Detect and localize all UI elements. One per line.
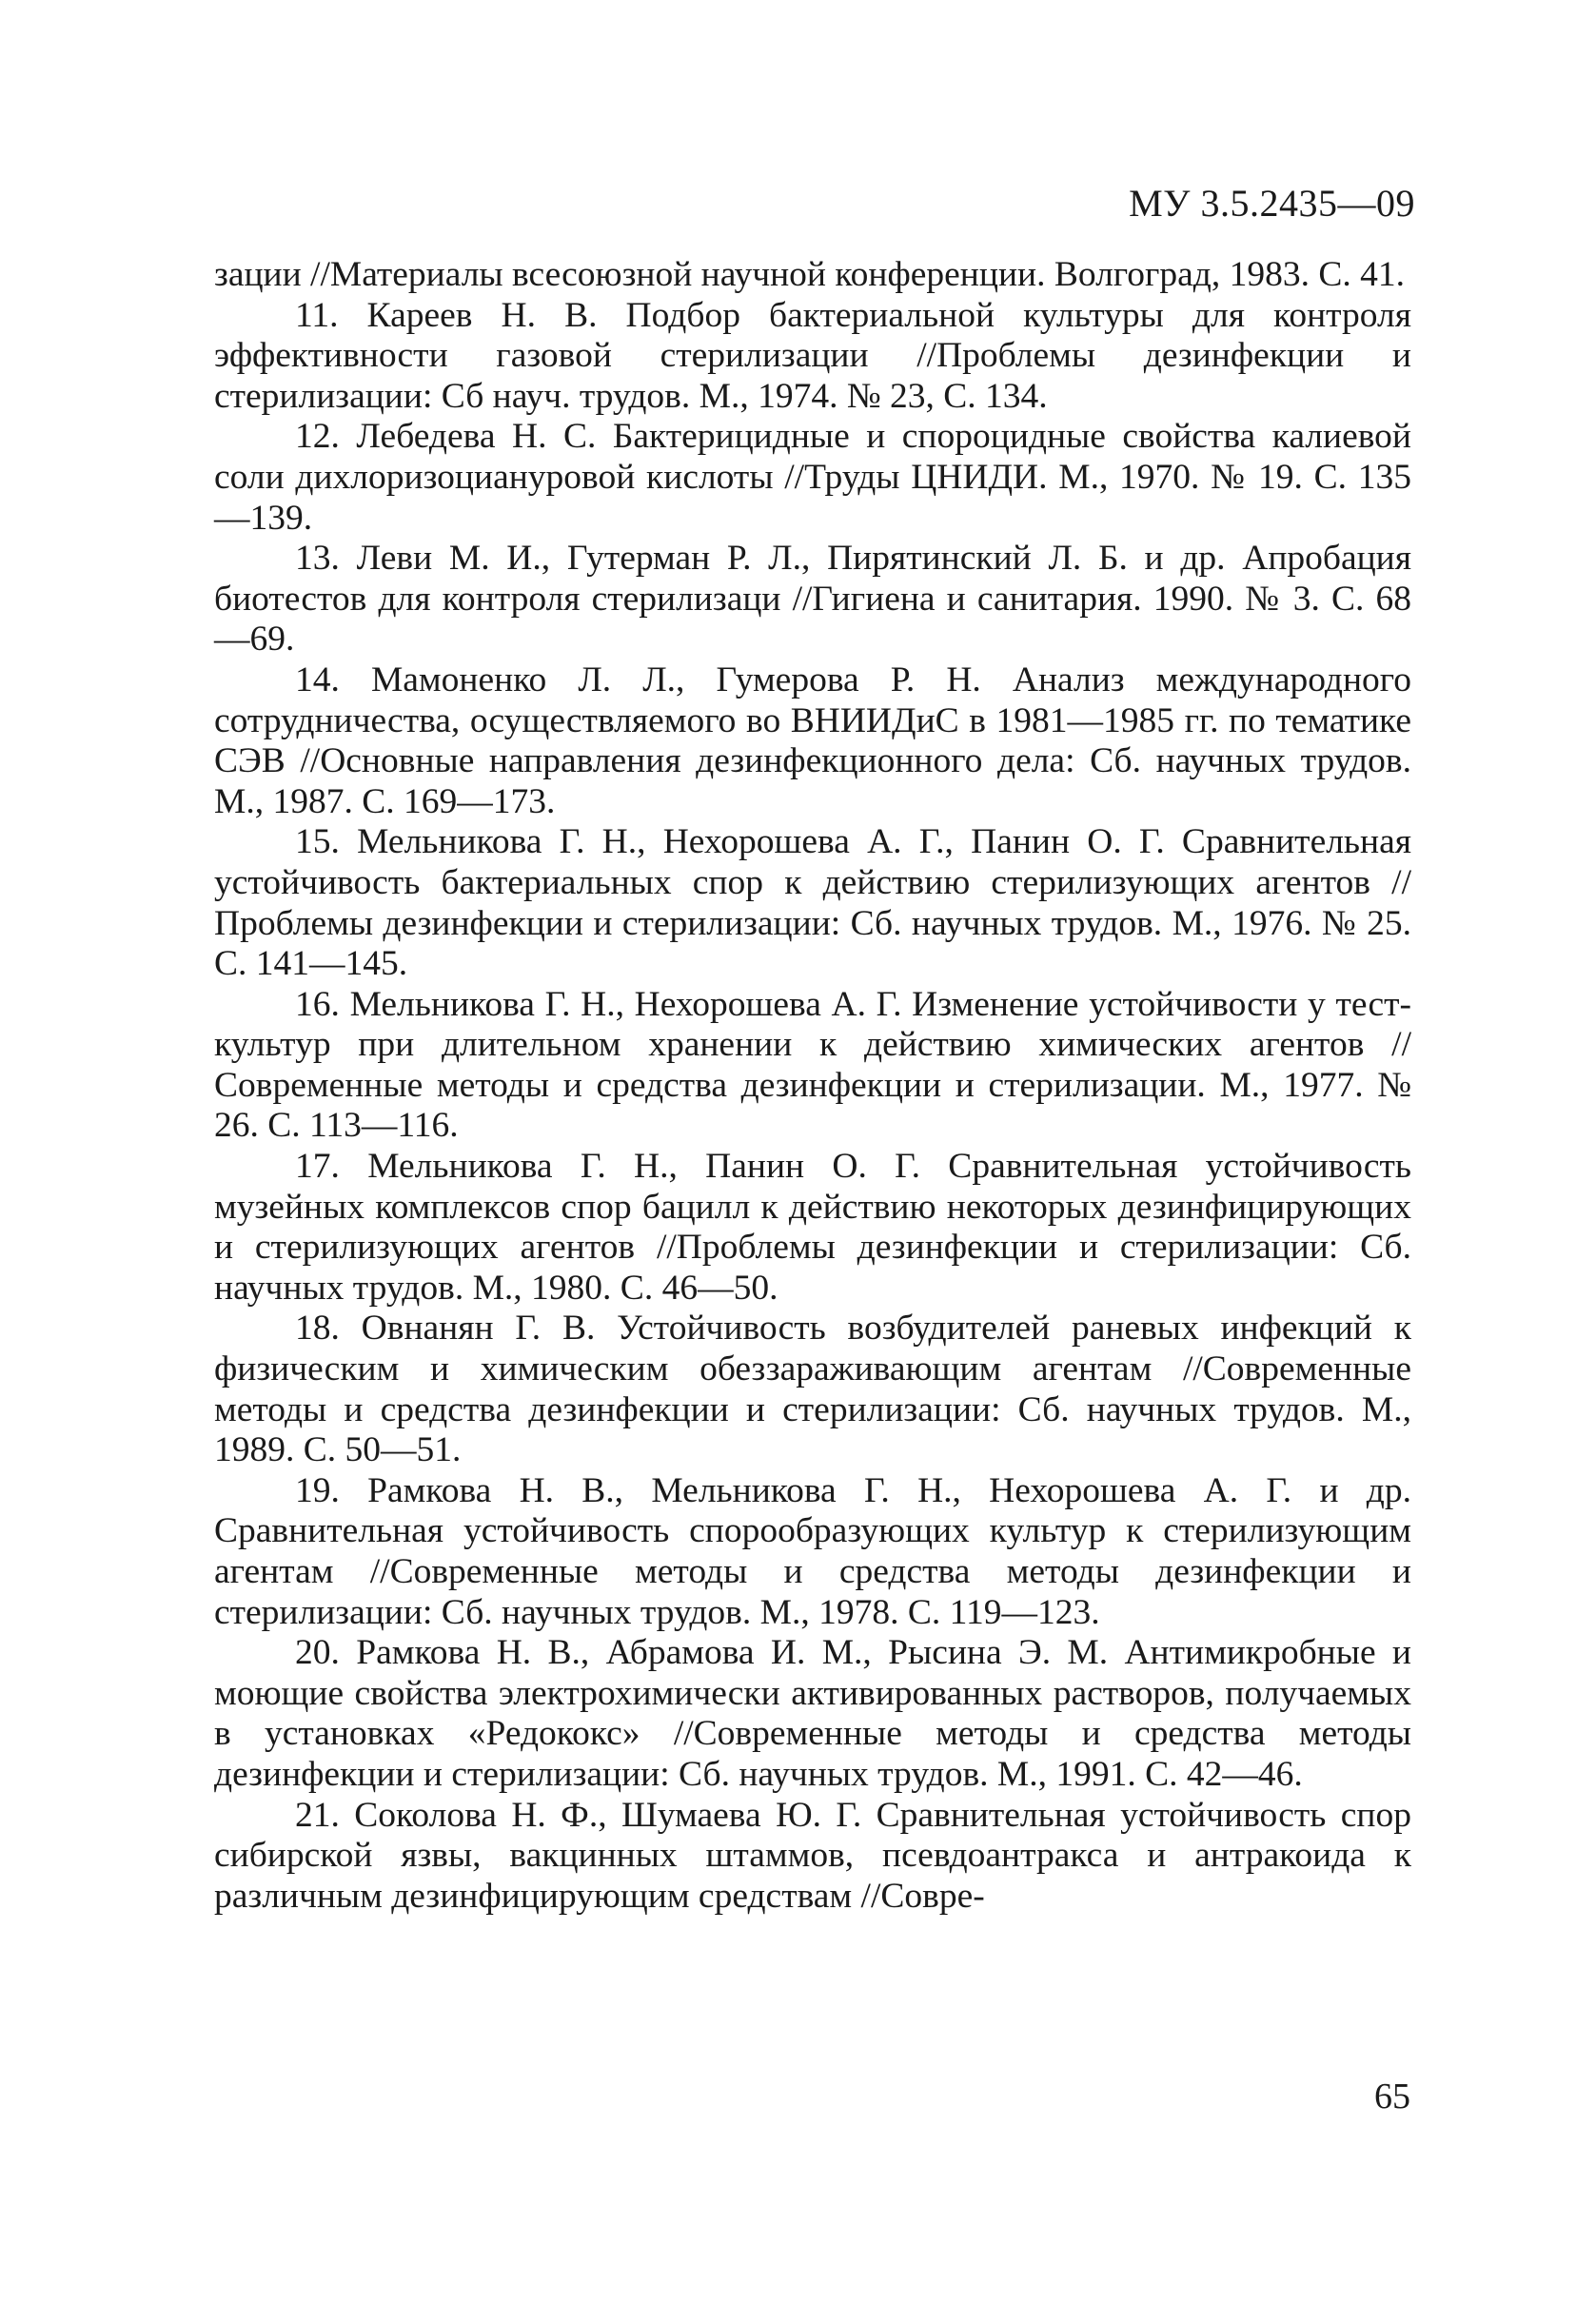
reference-item-11: 11. Кареев Н. В. Подбор бактериальной культуры для контроля эффективности газовой стерилизации //Проблемы дезинфекции и стерилизации: Сб науч. трудов. М., 1974. № 23, С. 134. xyxy=(214,295,1411,416)
reference-item-16: 16. Мельникова Г. Н., Нехорошева А. Г. Изменение устойчивости у тест-культур при длительном хранении к действию химических агентов //Современные методы и средства дезинфекции и стерилизации. М., 1977. № 26. С. 113—116. xyxy=(214,984,1411,1146)
reference-item-13: 13. Леви М. И., Гутерман Р. Л., Пирятинский Л. Б. и др. Апробация биотестов для контроля стерилизаци //Гигиена и санитария. 1990. № 3. С. 68—69. xyxy=(214,539,1411,660)
reference-item-15: 15. Мельникова Г. Н., Нехорошева А. Г., Панин О. Г. Сравнительная устойчивость бактериальных спор к действию стерилизующих агентов //Проблемы дезинфекции и стерилизации: Сб. научных трудов. М., 1976. № 25. С. 141—145. xyxy=(214,822,1411,984)
reference-item-14: 14. Мамоненко Л. Л., Гумерова Р. Н. Анализ международного сотрудничества, осуществляемого во ВНИИДиС в 1981—1985 гг. по тематике СЭВ //Основные направления дезинфекционного дела: Сб. научных трудов. М., 1987. С. 169—173. xyxy=(214,660,1411,821)
reference-item-20: 20. Рамкова Н. В., Абрамова И. М., Рысина Э. М. Антимикробные и моющие свойства электрохимически активированных растворов, получаемых в установках «Редококс» //Современные методы и средства методы дезинфекции и стерилизации: Сб. научных трудов. М., 1991. С. 42—46. xyxy=(214,1633,1411,1794)
reference-item-17: 17. Мельникова Г. Н., Панин О. Г. Сравнительная устойчивость музейных комплексов спор бацилл к действию некоторых дезинфицирующих и стерилизующих агентов //Проблемы дезинфекции и стерилизации: Сб. научных трудов. М., 1980. С. 46—50. xyxy=(214,1147,1411,1308)
reference-continuation: зации //Материалы всесоюзной научной конференции. Волгоград, 1983. С. 41. xyxy=(214,255,1405,294)
reference-item-21: 21. Соколова Н. Ф., Шумаева Ю. Г. Сравнительная устойчивость спор сибирской язвы, вакцинных штаммов, псевдоантракса и антракоида к различным дезинфицирующим средствам //Совре- xyxy=(214,1795,1411,1916)
running-head: МУ 3.5.2435—09 xyxy=(1129,182,1415,225)
page-number: 65 xyxy=(1374,2077,1410,2117)
reference-item-12: 12. Лебедева Н. С. Бактерицидные и спороцидные свойства калиевой соли дихлоризоциануровой кислоты //Труды ЦНИДИ. М., 1970. № 19. С. 135—139. xyxy=(214,417,1411,538)
reference-list xyxy=(214,255,1411,1917)
reference-item-18: 18. Овнанян Г. В. Устойчивость возбудителей раневых инфекций к физическим и химическим обеззараживающим агентам //Современные методы и средства дезинфекции и стерилизации: Сб. научных трудов. М., 1989. С. 50—51. xyxy=(214,1309,1411,1470)
reference-item-19: 19. Рамкова Н. В., Мельникова Г. Н., Нехорошева А. Г. и др. Сравнительная устойчивость спорообразующих культур к стерилизующим агентам //Современные методы и средства методы дезинфекции и стерилизации: Сб. научных трудов. М., 1978. С. 119—123. xyxy=(214,1470,1411,1632)
